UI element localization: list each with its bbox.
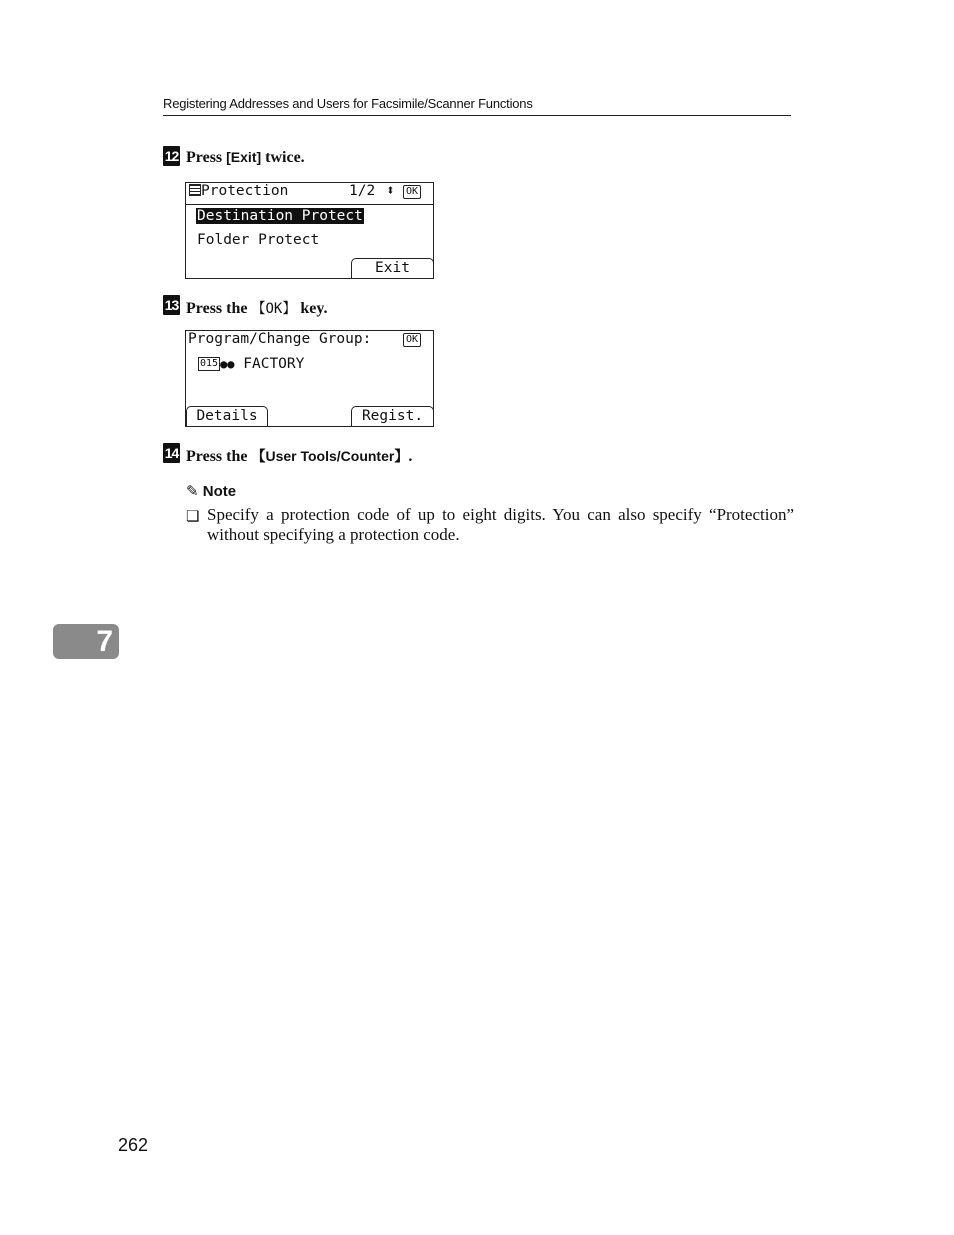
up-down-arrows-icon[interactable]: ⬍ xyxy=(386,183,395,199)
step-prefix: Press xyxy=(186,149,227,166)
step-suffix: . xyxy=(408,448,413,465)
chapter-tab: 7 xyxy=(53,624,119,659)
ok-icon[interactable]: OK xyxy=(403,185,421,199)
entry-name: FACTORY xyxy=(243,356,305,372)
lcd-item-destination-protect[interactable]: Destination Protect xyxy=(197,208,363,224)
lcd-screen-protection xyxy=(185,182,434,279)
step-suffix: key. xyxy=(296,300,328,317)
details-softkey[interactable]: Details xyxy=(186,406,268,426)
lcd-screen-program-group xyxy=(185,330,434,427)
step-prefix: Press the xyxy=(186,448,252,465)
key-label: [Exit] xyxy=(226,149,262,165)
step-number: 12 xyxy=(164,148,179,164)
key-label: 【User Tools/Counter】 xyxy=(251,448,409,464)
step-number: 14 xyxy=(164,445,179,461)
group-users-icon: ●● xyxy=(220,357,235,371)
ok-icon[interactable]: OK xyxy=(403,333,421,347)
lcd-title: Program/Change Group: xyxy=(188,331,372,347)
step-14 xyxy=(163,443,413,465)
header-rule xyxy=(163,115,791,116)
step-12 xyxy=(163,146,305,166)
page-number: 262 xyxy=(118,1135,149,1155)
lcd-title: Protection xyxy=(201,183,289,199)
step-instruction xyxy=(186,149,305,167)
note-heading xyxy=(186,482,236,500)
step-number: 13 xyxy=(164,297,179,313)
exit-softkey[interactable]: Exit xyxy=(351,258,434,278)
checkbox-bullet-icon: ❏ xyxy=(186,509,200,525)
step-instruction xyxy=(186,298,327,318)
entry-number: 015 xyxy=(200,358,219,369)
note-title: Note xyxy=(202,483,237,500)
menu-icon xyxy=(189,184,201,196)
pencil-icon: ✎ xyxy=(186,483,199,500)
running-header: Registering Addresses and Users for Facsimile/Scanner Functions xyxy=(163,96,533,111)
regist-softkey[interactable]: Regist. xyxy=(351,406,434,426)
key-label: 【OK】 xyxy=(251,301,297,317)
lcd-divider xyxy=(186,204,433,205)
lcd-item-folder-protect[interactable]: Folder Protect xyxy=(197,232,320,248)
note-text: Specify a protection code of up to eight digits. You can also specify “Protection” without specifying a protection code. xyxy=(207,505,794,544)
step-13 xyxy=(163,295,328,317)
note-item xyxy=(186,505,794,545)
step-suffix: twice. xyxy=(261,149,305,166)
group-entry[interactable] xyxy=(198,356,304,372)
page-indicator: 1/2 xyxy=(349,183,376,199)
step-prefix: Press the xyxy=(186,300,252,317)
step-instruction xyxy=(186,446,412,466)
lcd-title-row xyxy=(189,183,288,199)
